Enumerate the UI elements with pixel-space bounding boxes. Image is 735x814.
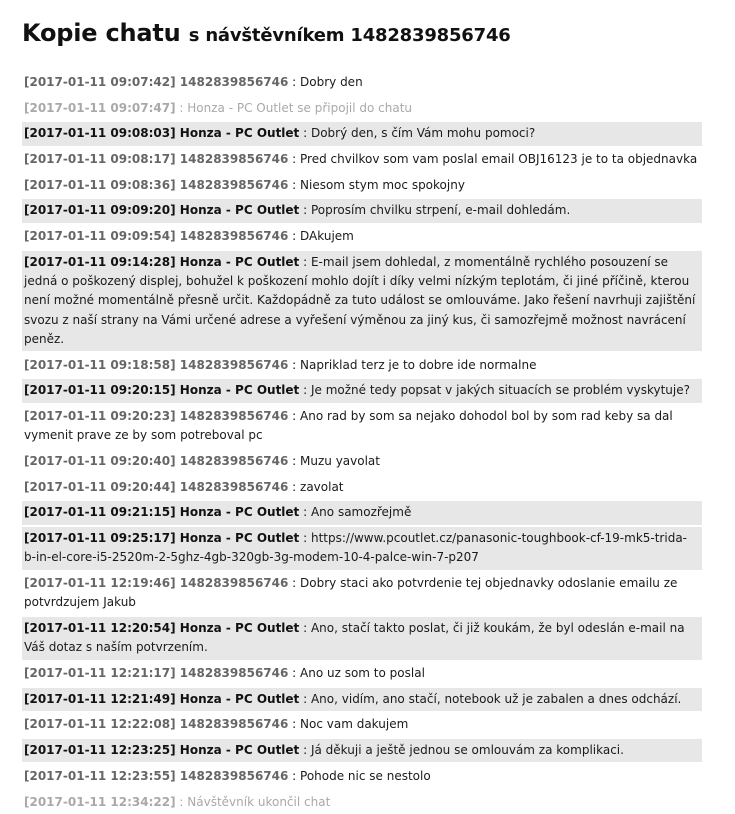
chat-message: [2017-01-11 09:20:15] Honza - PC Outlet : Je možné tedy popsat v jakých situacích se problém vyskytuje?	[22, 379, 702, 402]
message-timestamp: [2017-01-11 09:08:17]	[24, 152, 176, 167]
message-author: 1482839856746	[179, 479, 289, 494]
page-title-sub: s návštěvníkem 1482839856746	[188, 25, 511, 46]
message-text: Ano uz som to poslal	[300, 666, 425, 681]
message-text: Ano rad by som sa nejako dohodol bol by som rad keby sa dal vymenit prave ze by som potreboval pc	[24, 409, 673, 443]
message-meta	[24, 75, 288, 89]
message-author: Honza - PC Outlet	[179, 621, 300, 636]
message-meta	[24, 383, 299, 397]
chat-message: [2017-01-11 12:19:46] 1482839856746 : Dobry staci ako potvrdenie tej objednavky odoslanie emailu ze potvrdzujem Jakub	[24, 576, 678, 610]
chat-message: [2017-01-11 12:23:25] Honza - PC Outlet : Já děkuji a ještě jednou se omlouvám za komplikaci.	[22, 739, 702, 762]
message-timestamp: [2017-01-11 12:21:17]	[24, 666, 176, 681]
message-timestamp: [2017-01-11 09:20:40]	[24, 454, 176, 469]
message-text: Pohode nic se nestolo	[300, 768, 431, 783]
message-text: Dobry staci ako potvrdenie tej objednavky odoslanie emailu ze potvrdzujem Jakub	[24, 576, 678, 610]
message-meta	[24, 717, 288, 731]
page-title	[22, 18, 711, 51]
message-timestamp: [2017-01-11 12:23:25]	[24, 743, 176, 758]
message-author: 1482839856746	[179, 409, 289, 424]
message-timestamp: [2017-01-11 09:25:17]	[24, 531, 176, 546]
message-meta	[24, 505, 299, 519]
chat-message: [2017-01-11 12:21:49] Honza - PC Outlet : Ano, vidím, ano stačí, notebook už je zabalen a dnes odchází.	[22, 688, 702, 711]
message-meta	[24, 795, 176, 809]
message-timestamp: [2017-01-11 12:21:49]	[24, 691, 176, 706]
message-timestamp: [2017-01-11 12:20:54]	[24, 621, 176, 636]
message-author: Honza - PC Outlet	[179, 126, 300, 141]
message-meta	[24, 178, 288, 192]
message-meta	[24, 126, 299, 140]
message-timestamp: [2017-01-11 09:21:15]	[24, 505, 176, 520]
chat-message: [2017-01-11 12:20:54] Honza - PC Outlet : Ano, stačí takto poslat, či již koukám, že byl odeslán e-mail na Váš dotaz s naším potvrzením.	[22, 617, 702, 660]
chat-message: [2017-01-11 09:09:20] Honza - PC Outlet : Poprosím chvilku strpení, e-mail dohledám.	[22, 199, 702, 222]
chat-message: [2017-01-11 09:08:03] Honza - PC Outlet : Dobrý den, s čím Vám mohu pomoci?	[22, 122, 702, 145]
chat-message: [2017-01-11 09:20:23] 1482839856746 : Ano rad by som sa nejako dohodol bol by som rad keby sa dal vymenit prave ze by som potreboval pc	[24, 409, 673, 443]
message-meta	[24, 621, 299, 635]
message-meta	[24, 152, 288, 166]
message-text: https://www.pcoutlet.cz/panasonic-toughbook-cf-19-mk5-trida-b-in-el-core-i5-2520m-2-5ghz-4gb-320gb-3g-modem-10-4-palce-win-7-p207	[24, 531, 687, 565]
message-author: Honza - PC Outlet	[179, 531, 300, 546]
message-timestamp: [2017-01-11 12:34:22]	[24, 794, 176, 809]
message-timestamp: [2017-01-11 09:08:03]	[24, 126, 176, 141]
chat-message: [2017-01-11 09:08:36] 1482839856746 : Niesom stym moc spokojny	[24, 177, 465, 192]
chat-message: [2017-01-11 09:25:17] Honza - PC Outlet : https://www.pcoutlet.cz/panasonic-toughbook-cf-19-mk5-trida-b-in-el-core-i5-2520m-2-5ghz-4gb-320gb-3g-modem-10-4-palce-win-7-p207	[22, 527, 702, 570]
message-timestamp: [2017-01-11 09:08:36]	[24, 177, 176, 192]
message-meta	[24, 743, 299, 757]
chat-message: [2017-01-11 12:21:17] 1482839856746 : Ano uz som to poslal	[24, 666, 425, 681]
message-text: Dobrý den, s čím Vám mohu pomoci?	[310, 126, 536, 141]
message-author: Honza - PC Outlet	[179, 743, 300, 758]
message-author: 1482839856746	[179, 666, 289, 681]
message-author: 1482839856746	[179, 357, 289, 372]
message-timestamp: [2017-01-11 12:23:55]	[24, 768, 176, 783]
message-author: Honza - PC Outlet	[179, 691, 300, 706]
message-text: Niesom stym moc spokojny	[300, 177, 465, 192]
message-meta	[24, 229, 288, 243]
message-meta	[24, 203, 299, 217]
message-text: Poprosím chvilku strpení, e-mail dohledám.	[310, 203, 571, 218]
message-timestamp: [2017-01-11 09:07:47]	[24, 100, 176, 115]
message-author: 1482839856746	[179, 717, 289, 732]
message-timestamp: [2017-01-11 09:09:54]	[24, 229, 176, 244]
message-author: 1482839856746	[179, 229, 289, 244]
message-text: Ano samozřejmě	[310, 505, 412, 520]
message-text: Pred chvilkov som vam poslal email OBJ16123 je to ta objednavka	[300, 152, 698, 167]
message-meta	[24, 769, 288, 783]
message-text: E-mail jsem dohledal, z momentálně rychlého posouzení se jedná o poškozený displej, bohužel k poškození mohlo dojít i díky velmi nízkým teplotám, či jiné příčině, kterou není možné momentálně přesně určit. Každopádně za tuto událost se omlouváme. Jako řešení navrhuji zajištění svozu z naší strany na Vámi určené adrese a vyřešení výměnou za jiný kus, či samozřejmě možnost navrácení peněz.	[24, 254, 696, 346]
chat-message: [2017-01-11 09:18:58] 1482839856746 : Napriklad terz je to dobre ide normalne	[24, 357, 537, 372]
chat-message: [2017-01-11 09:14:28] Honza - PC Outlet : E-mail jsem dohledal, z momentálně rychlého posouzení se jedná o poškozený displej, bohužel k poškození mohlo dojít i díky velmi nízkým teplotám, či jiné příčině, kterou není možné momentálně přesně určit. Každopádně za tuto událost se omlouváme. Jako řešení navrhuji zajištění svozu z naší strany na Vámi určené adrese a vyřešení výměnou za jiný kus, či samozřejmě možnost navrácení peněz.	[22, 251, 702, 351]
message-meta	[24, 576, 288, 590]
chat-message: [2017-01-11 12:23:55] 1482839856746 : Pohode nic se nestolo	[24, 768, 431, 783]
message-author: Honza - PC Outlet	[179, 203, 300, 218]
message-text: zavolat	[300, 479, 344, 494]
message-meta	[24, 358, 288, 372]
message-timestamp: [2017-01-11 09:14:28]	[24, 254, 176, 269]
message-text: Ano, vidím, ano stačí, notebook už je zabalen a dnes odchází.	[310, 691, 682, 706]
message-text: Ano, stačí takto poslat, či již koukám, že byl odeslán e-mail na Váš dotaz s naším potvrzením.	[24, 621, 685, 655]
message-timestamp: [2017-01-11 09:20:15]	[24, 383, 176, 398]
chat-message: [2017-01-11 09:08:17] 1482839856746 : Pred chvilkov som vam poslal email OBJ16123 je to ta objednavka	[24, 152, 698, 167]
message-text: Noc vam dakujem	[300, 717, 409, 732]
message-meta	[24, 255, 299, 269]
chat-log	[22, 71, 702, 814]
message-author: Honza - PC Outlet	[179, 505, 300, 520]
page-title-main: Kopie chatu	[22, 19, 181, 47]
chat-message: [2017-01-11 09:07:42] 1482839856746 : Dobry den	[24, 75, 363, 89]
message-author: 1482839856746	[179, 177, 289, 192]
message-text: Napriklad terz je to dobre ide normalne	[300, 357, 537, 372]
message-timestamp: [2017-01-11 09:20:23]	[24, 409, 176, 424]
message-text: Dobry den	[300, 75, 363, 89]
message-text: Je možné tedy popsat v jakých situacích se problém vyskytuje?	[310, 383, 690, 398]
chat-message: [2017-01-11 09:09:54] 1482839856746 : DAkujem	[24, 229, 354, 244]
message-timestamp: [2017-01-11 09:09:20]	[24, 203, 176, 218]
message-timestamp: [2017-01-11 12:22:08]	[24, 717, 176, 732]
message-text: Já děkuji a ještě jednou se omlouvám za komplikaci.	[310, 743, 624, 758]
message-meta	[24, 409, 288, 423]
message-text: Honza - PC Outlet se připojil do chatu	[187, 100, 413, 115]
message-meta	[24, 480, 288, 494]
chat-message: [2017-01-11 09:21:15] Honza - PC Outlet : Ano samozřejmě	[22, 501, 702, 524]
message-text: Muzu yavolat	[300, 454, 380, 469]
message-meta	[24, 692, 299, 706]
message-text: DAkujem	[300, 229, 354, 244]
message-author: Honza - PC Outlet	[179, 254, 300, 269]
chat-message: [2017-01-11 12:22:08] 1482839856746 : Noc vam dakujem	[24, 717, 409, 732]
message-timestamp: [2017-01-11 12:19:46]	[24, 576, 176, 591]
message-author: 1482839856746	[179, 75, 289, 89]
chat-message: [2017-01-11 09:07:47] : Honza - PC Outlet se připojil do chatu	[24, 100, 413, 115]
message-timestamp: [2017-01-11 09:20:44]	[24, 479, 176, 494]
message-meta	[24, 531, 299, 545]
message-author: 1482839856746	[179, 768, 289, 783]
message-author: 1482839856746	[179, 454, 289, 469]
message-author: 1482839856746	[179, 152, 289, 167]
message-meta	[24, 101, 176, 115]
message-timestamp: [2017-01-11 09:18:58]	[24, 357, 176, 372]
message-meta	[24, 454, 288, 468]
message-timestamp: [2017-01-11 09:07:42]	[24, 75, 176, 89]
message-author: 1482839856746	[179, 576, 289, 591]
message-text: Návštěvník ukončil chat	[187, 794, 331, 809]
message-author: Honza - PC Outlet	[179, 383, 300, 398]
chat-message: [2017-01-11 12:34:22] : Návštěvník ukončil chat	[24, 794, 331, 809]
message-meta	[24, 666, 288, 680]
chat-message: [2017-01-11 09:20:44] 1482839856746 : zavolat	[24, 479, 344, 494]
chat-message: [2017-01-11 09:20:40] 1482839856746 : Muzu yavolat	[24, 454, 380, 469]
